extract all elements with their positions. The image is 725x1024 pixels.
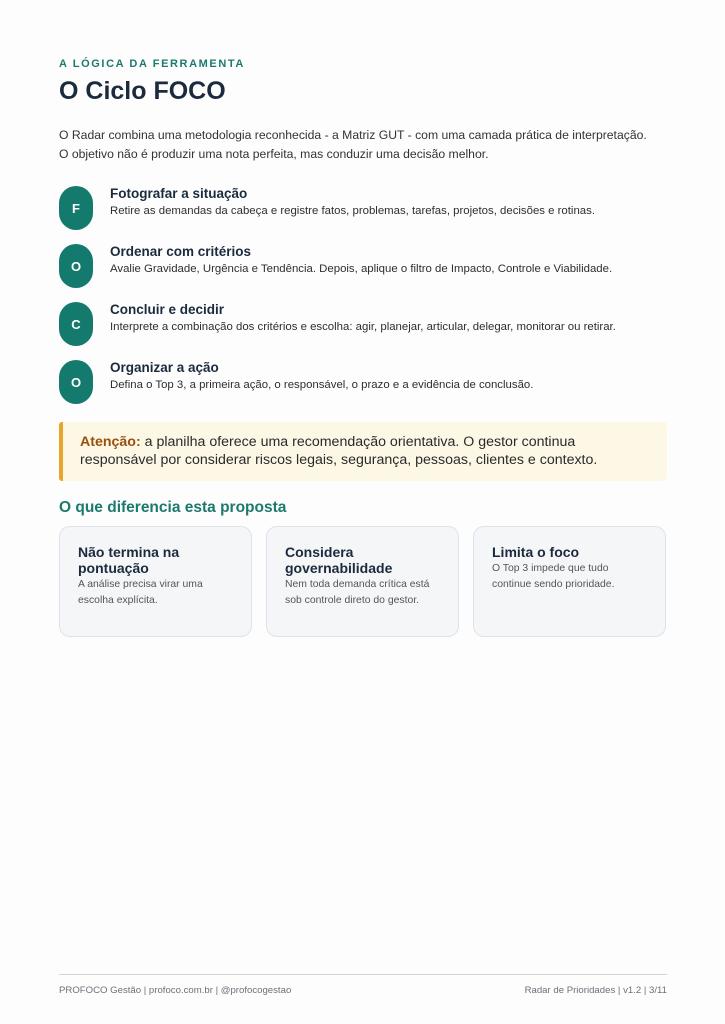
footer-page-info <box>525 985 667 996</box>
card-pontuacao <box>59 526 252 637</box>
step-fotografar <box>59 186 667 244</box>
footer-brand: PROFOCO Gestão | profoco.com.br | @profocogestao <box>59 985 292 996</box>
intro-line-1: O Radar combina uma metodologia reconhecida - a Matriz GUT - com uma camada prática de interpretação. <box>59 128 647 142</box>
step-title: Ordenar com critérios <box>110 244 252 259</box>
intro-paragraph <box>59 126 667 164</box>
step-description: Avalie Gravidade, Urgência e Tendência. Depois, aplique o filtro de Impacto, Controle e Viabilidade. <box>110 263 613 275</box>
step-letter-badge: O <box>59 360 93 404</box>
footer-divider <box>59 974 667 975</box>
page-title: O Ciclo FOCO <box>59 77 226 105</box>
step-description: Retire as demandas da cabeça e registre fatos, problemas, tarefas, projetos, decisões e rotinas. <box>110 205 595 217</box>
step-title: Fotografar a situação <box>110 186 248 201</box>
card-title: Considera governabilidade <box>285 544 393 576</box>
step-title: Organizar a ação <box>110 360 219 375</box>
card-title: Limita o foco <box>492 544 580 560</box>
footer-doc-title: Radar de Prioridades | <box>524 985 624 996</box>
step-description: Defina o Top 3, a primeira ação, o responsável, o prazo e a evidência de conclusão. <box>110 379 534 391</box>
step-letter-badge: O <box>59 244 93 288</box>
footer-version: v1.2 <box>623 985 642 996</box>
card-foco <box>473 526 666 637</box>
card-title: Não termina na pontuação <box>78 544 180 576</box>
card-description: O Top 3 impede que tudo continue sendo prioridade. <box>492 563 615 590</box>
step-letter-badge: F <box>59 186 93 230</box>
card-description: A análise precisa virar uma escolha explícita. <box>78 579 203 606</box>
card-description: Nem toda demanda crítica está sob controle direto do gestor. <box>285 579 430 606</box>
step-letter-badge: C <box>59 302 93 346</box>
step-organizar <box>59 360 667 418</box>
footer-page-number: | 3/11 <box>641 985 667 996</box>
foco-steps <box>59 186 667 418</box>
section-title: O que diferencia esta proposta <box>59 499 287 516</box>
page-eyebrow: A LÓGICA DA FERRAMENTA <box>59 58 245 70</box>
card-governabilidade <box>266 526 459 637</box>
step-title: Concluir e decidir <box>110 302 225 317</box>
intro-line-2: O objetivo não é produzir uma nota perfeita, mas conduzir uma decisão melhor. <box>59 147 489 161</box>
attention-text: a planilha oferece uma recomendação orientativa. O gestor continua responsável por considerar riscos legais, segurança, pessoas, clientes e contexto. <box>80 434 598 468</box>
page <box>59 0 667 1024</box>
attention-callout <box>59 422 667 481</box>
attention-label: Atenção: <box>80 434 141 450</box>
differentiators <box>59 526 667 637</box>
step-ordenar <box>59 244 667 302</box>
step-concluir <box>59 302 667 360</box>
step-description: Interprete a combinação dos critérios e escolha: agir, planejar, articular, delegar, monitorar ou retirar. <box>110 321 616 333</box>
